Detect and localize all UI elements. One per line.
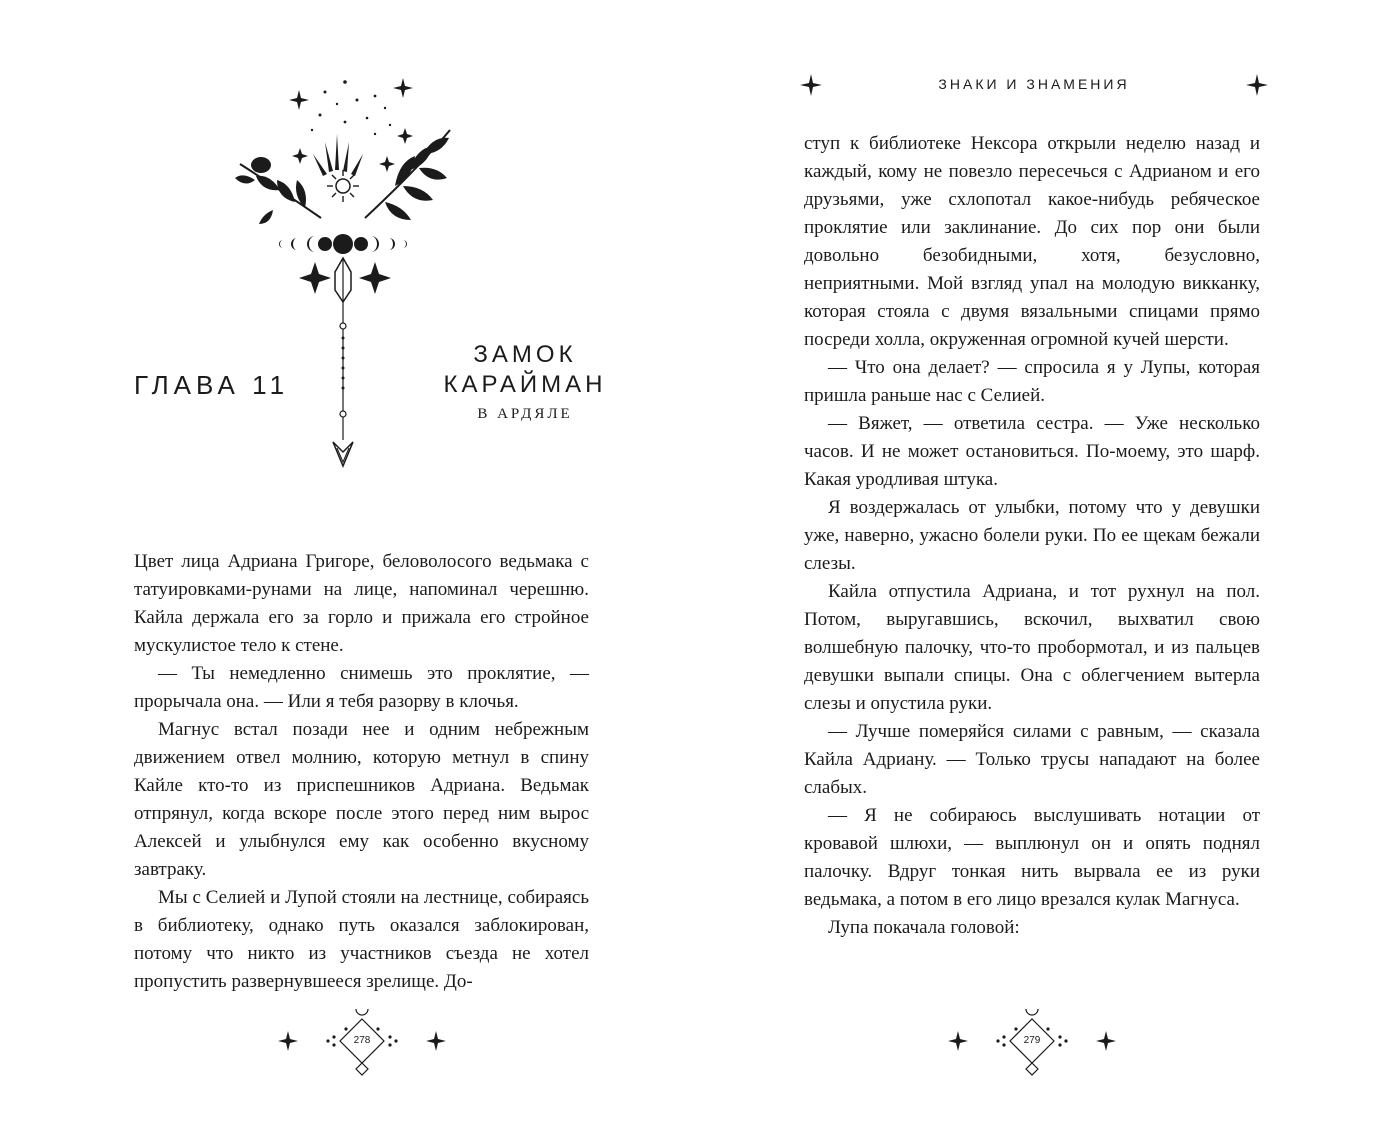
paragraph: Мы с Селией и Лупой стояли на лестнице, собираясь в библиотеку, однако путь оказался заблокирован, потому что никто из участников съезда не хотел пропустить развернувшееся зрелище. До- — [134, 887, 589, 992]
running-head-title: ЗНАКИ И ЗНАМЕНИЯ — [938, 76, 1130, 92]
page-number: 278 — [353, 1035, 371, 1046]
chapter-label: ГЛАВА 11 — [134, 370, 290, 400]
chapter-title — [440, 340, 610, 423]
four-point-star-icon — [1246, 74, 1268, 96]
chapter-title-line2: КАРАЙМАН — [443, 371, 607, 398]
paragraph: Магнус встал позади нее и одним небрежным движением отвел молнию, которую метнул в спину Кайле кто-то из приспешников Адриана. Ведьмак отпрянул, когда вскоре после этого перед ним вырос Алексей и улыбнулся ему как особенно вкусному завтраку. — [134, 719, 589, 880]
paragraph: — Лучше померяйся силами с равным, — сказала Кайла Адриану. — Только трусы нападают на более слабых. — [804, 721, 1260, 798]
chapter-title-line3: В АРДЯЛЕ — [477, 406, 573, 422]
running-head — [800, 74, 1268, 98]
paragraph: — Ты немедленно снимешь это проклятие, — прорычала она. — Или я тебя разорву в клочья. — [134, 663, 589, 712]
page-number-right — [942, 1005, 1122, 1077]
moon-flower-ornament-icon — [225, 70, 455, 480]
page-number-left — [272, 1005, 452, 1077]
paragraph: Лупа покачала головой: — [828, 917, 1020, 938]
right-body-text — [804, 130, 1260, 942]
left-body-text — [134, 548, 589, 996]
paragraph: Кайла отпустила Адриана, и тот рухнул на пол. Потом, выругавшись, вскочил, выхватил свою волшебную палочку, что-то пробормотал, и из пальцев девушки выпали спицы. Она с облегчением вытерла слезы и опустила руки. — [804, 581, 1260, 714]
paragraph: ступ к библиотеке Нексора открыли неделю назад и каждый, кому не повезло пересечься с Адрианом и его друзьями, уже схлопотал какое-нибудь ребяческое проклятие или заклинание. До сих пор они были довольно безобидными, хотя, безусловно, неприятными. Мой взгляд упал на молодую викканку, которая стояла с двумя вязальными спицами прямо посреди холла, окруженная огромной кучей шерсти. — [804, 133, 1260, 350]
paragraph: Цвет лица Адриана Григоре, беловолосого ведьмака с татуировками-рунами на лице, напоминал черешню. Кайла держала его за горло и прижала его стройное мускулистое тело к стене. — [134, 551, 589, 656]
paragraph: — Что она делает? — спросила я у Лупы, которая пришла раньше нас с Селией. — [804, 357, 1260, 406]
page-number: 279 — [1023, 1035, 1041, 1046]
chapter-title-line1: ЗАМОК — [473, 341, 577, 368]
paragraph: — Я не собираюсь выслушивать нотации от кровавой шлюхи, — выплюнул он и опять поднял палочку. Вдруг тонкая нить вырвала ее из руки ведьмака, а потом в его лицо врезался кулак Магнуса. — [804, 805, 1260, 910]
paragraph: Я воздержалась от улыбки, потому что у девушки уже, наверно, ужасно болели руки. По ее щекам бежали слезы. — [804, 497, 1260, 574]
paragraph: — Вяжет, — ответила сестра. — Уже несколько часов. И не может остановиться. По-моему, это шарф. Какая уродливая штука. — [804, 413, 1260, 490]
